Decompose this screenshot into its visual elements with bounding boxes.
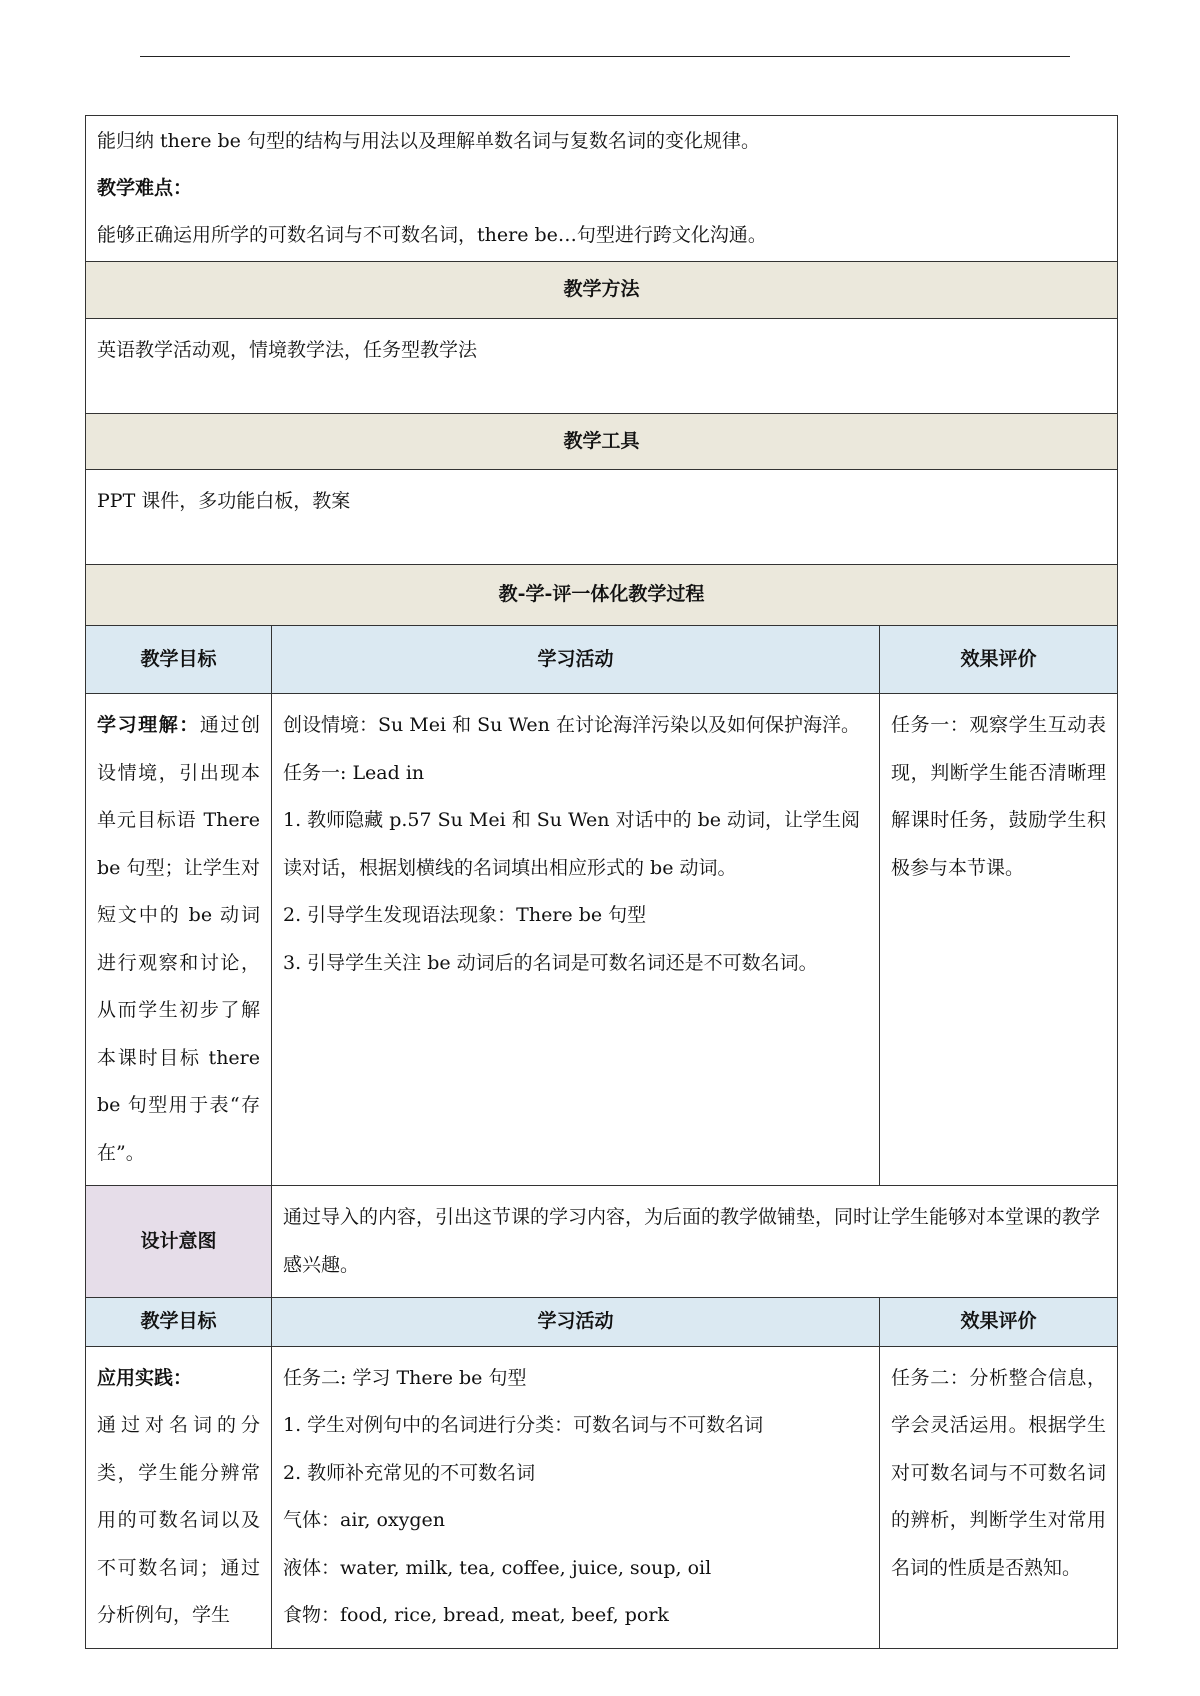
section1-row — [86, 694, 1118, 1186]
tools-header: 教学工具 — [86, 413, 1118, 470]
col-header-goal: 教学目标 — [86, 625, 272, 694]
design-row — [86, 1186, 1118, 1298]
activity-item: 1. 教师隐藏 p.57 Su Mei 和 Su Wen 对话中的 be 动词，让学生阅读对话，根据划横线的名词填出相应形式的 be 动词。 — [283, 809, 861, 879]
section2-goal — [86, 1346, 272, 1648]
section2-activities — [272, 1346, 880, 1648]
process-header-row — [86, 565, 1118, 626]
activity-item: 液体：water, milk, tea, coffee, juice, soup, oil — [283, 1556, 712, 1579]
activity-item: 创设情境：Su Mei 和 Su Wen 在讨论海洋污染以及如何保护海洋。 — [283, 714, 860, 736]
activity-item: 2. 引导学生发现语法现象：There be 句型 — [283, 904, 647, 926]
col-header-activity: 学习活动 — [272, 1298, 880, 1347]
activity-item: 2. 教师补充常见的不可数名词 — [283, 1461, 536, 1484]
intro-cell — [86, 116, 1118, 262]
section2-goal-text: 通过对名词的分类，学生能分辨常用的可数名词以及不可数名词；通过分析例句，学生 — [97, 1414, 260, 1626]
section1-goal-label: 学习理解： — [97, 714, 200, 736]
methods-content: 英语教学活动观，情境教学法，任务型教学法 — [86, 318, 1118, 413]
column-header-row-1 — [86, 625, 1118, 694]
col-header-evaluation: 效果评价 — [880, 1298, 1118, 1347]
process-header: 教-学-评一体化教学过程 — [86, 565, 1118, 626]
methods-header-row — [86, 262, 1118, 319]
activity-item: 任务一: Lead in — [283, 761, 425, 784]
activity-item: 任务二: 学习 There be 句型 — [283, 1366, 527, 1389]
design-text: 通过导入的内容，引出这节课的学习内容，为后面的教学做铺垫，同时让学生能够对本堂课的教学感兴趣。 — [272, 1186, 1118, 1298]
activity-item: 食物：food, rice, bread, meat, beef, pork — [283, 1604, 669, 1626]
column-header-row-2 — [86, 1298, 1118, 1347]
section2-row — [86, 1346, 1118, 1648]
col-header-evaluation: 效果评价 — [880, 625, 1118, 694]
methods-header: 教学方法 — [86, 262, 1118, 319]
section1-goal-text: 通过创设情境，引出现本单元目标语 There be 句型；让学生对短文中的 be 动词进行观察和讨论，从而学生初步了解本课时目标 there be 句型用于表“存在”。 — [97, 714, 260, 1164]
section1-goal — [86, 694, 272, 1186]
section1-activities — [272, 694, 880, 1186]
header-rule — [140, 56, 1070, 57]
difficulty-label: 教学难点： — [97, 177, 193, 199]
difficulty-text: 能够正确运用所学的可数名词与不可数名词，there be…句型进行跨文化沟通。 — [97, 224, 767, 246]
lesson-plan-table — [85, 115, 1118, 1649]
activity-item: 气体：air, oxygen — [283, 1509, 446, 1531]
col-header-goal: 教学目标 — [86, 1298, 272, 1347]
section2-evaluation: 任务二：分析整合信息，学会灵活运用。根据学生对可数名词与不可数名词的辨析，判断学生对常用名词的性质是否熟知。 — [880, 1346, 1118, 1648]
section2-goal-label: 应用实践： — [97, 1366, 193, 1389]
tools-content: PPT 课件，多功能白板，教案 — [86, 470, 1118, 565]
intro-row — [86, 116, 1118, 262]
activity-item: 1. 学生对例句中的名词进行分类：可数名词与不可数名词 — [283, 1414, 764, 1436]
methods-content-row — [86, 318, 1118, 413]
intro-line: 能归纳 there be 句型的结构与用法以及理解单数名词与复数名词的变化规律。 — [97, 130, 760, 152]
col-header-activity: 学习活动 — [272, 625, 880, 694]
section1-evaluation: 任务一：观察学生互动表现，判断学生能否清晰理解课时任务，鼓励学生积极参与本节课。 — [880, 694, 1118, 1186]
tools-header-row — [86, 413, 1118, 470]
activity-item: 3. 引导学生关注 be 动词后的名词是可数名词还是不可数名词。 — [283, 951, 818, 974]
tools-content-row — [86, 470, 1118, 565]
design-label: 设计意图 — [86, 1186, 272, 1298]
